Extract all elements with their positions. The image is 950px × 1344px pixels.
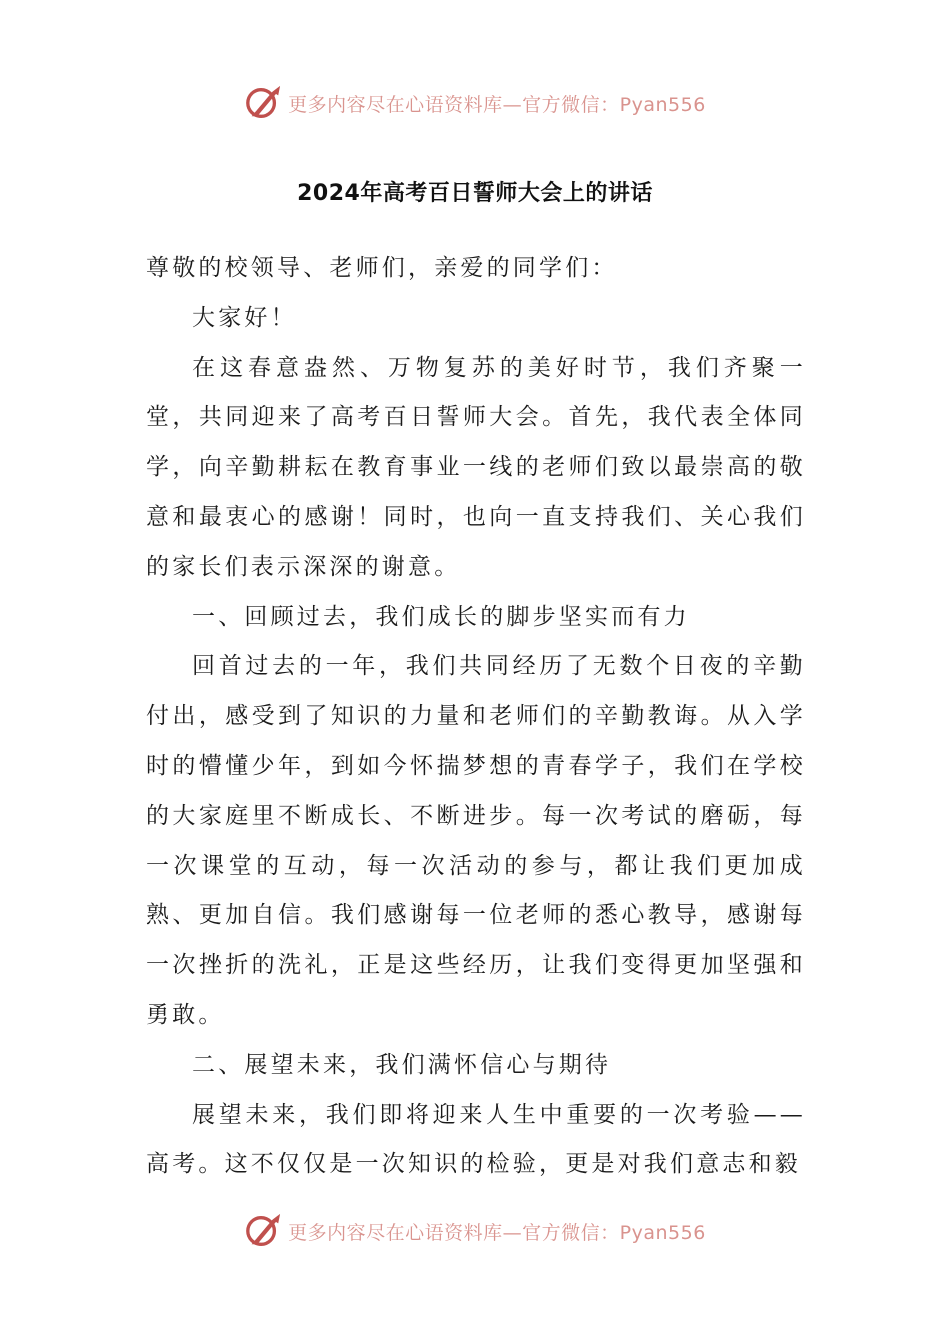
wechat-id: Pyan556 — [619, 93, 706, 116]
paragraph-opening: 在这春意盎然、万物复苏的美好时节，我们齐聚一堂，共同迎来了高考百日誓师大会。首先，我代表全体同学，向辛勤耕耘在教育事业一线的老师们致以最崇高的敬意和最衷心的感谢！同时，也向一直支持我们、关心我们的家长们表示深深的谢意。 — [146, 354, 806, 580]
section-heading-1: 一、回顾过去，我们成长的脚步坚实而有力 — [192, 603, 690, 630]
footer-banner-text: 更多内容尽在心语资料库—官方微信：Pyan556 — [288, 1221, 706, 1244]
header-banner — [0, 78, 950, 128]
paragraph-review: 回首过去的一年，我们共同经历了无数个日夜的辛勤付出，感受到了知识的力量和老师们的辛勤教诲。从入学时的懵懂少年，到如今怀揣梦想的青春学子，我们在学校的大家庭里不断成长、不断进步。每一次考试的磨砺，每一次课堂的互动，每一次活动的参与，都让我们更加成熟、更加自信。我们感谢每一位老师的悉心教导，感谢每一次挫折的洗礼，正是这些经历，让我们变得更加坚强和勇敢。 — [146, 653, 806, 1028]
section-heading-2: 二、展望未来，我们满怀信心与期待 — [192, 1051, 612, 1078]
header-banner-text: 更多内容尽在心语资料库—官方微信：Pyan556 — [288, 93, 706, 116]
wechat-id: Pyan556 — [619, 1221, 706, 1244]
footer-banner — [0, 1206, 950, 1256]
quill-pen-logo-icon — [244, 84, 282, 122]
paragraph-greeting: 大家好！ — [192, 304, 297, 331]
document-title: 2024年高考百日誓师大会上的讲话 — [297, 181, 653, 206]
quill-pen-logo-icon — [244, 1212, 282, 1250]
document-body — [146, 244, 806, 1190]
salutation: 尊敬的校领导、老师们，亲爱的同学们： — [146, 255, 618, 281]
paragraph-outlook: 展望未来，我们即将迎来人生中重要的一次考验——高考。这不仅仅是一次知识的检验，更是对我们意志和毅 — [146, 1101, 806, 1178]
